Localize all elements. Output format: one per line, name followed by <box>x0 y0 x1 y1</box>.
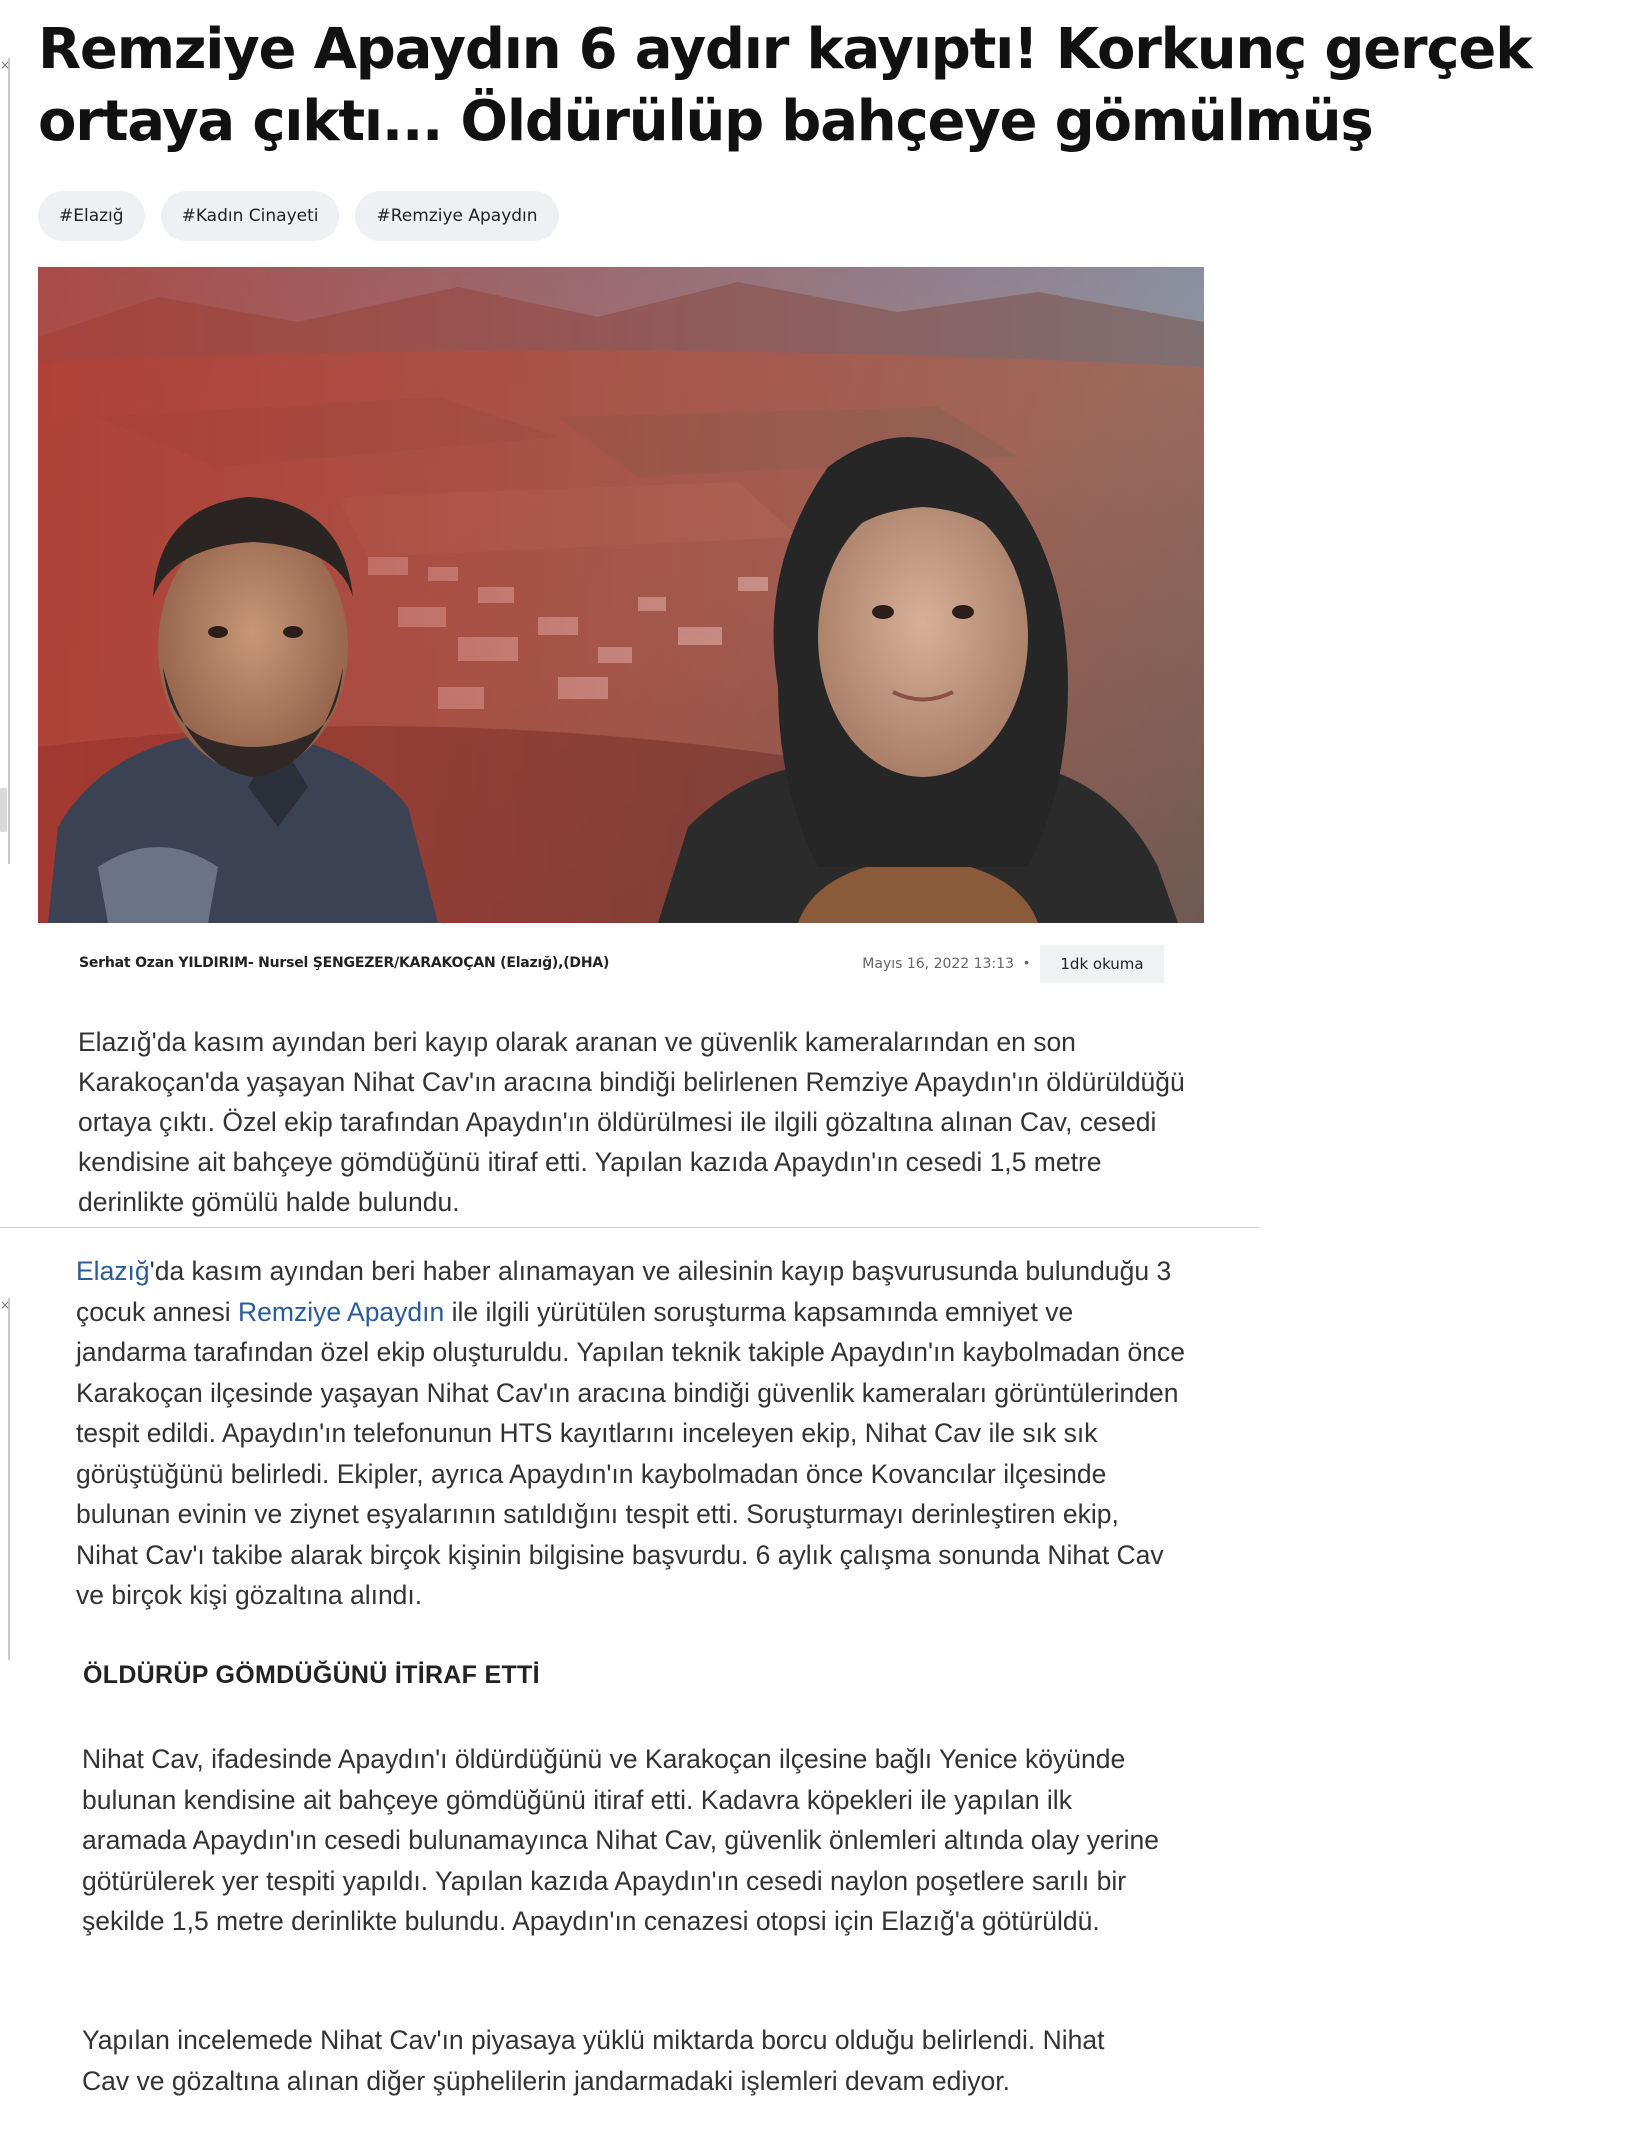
lead-divider <box>0 1227 1260 1228</box>
hero-image <box>38 267 1204 923</box>
tag-kadin-cinayeti[interactable]: #Kadın Cinayeti <box>161 191 340 241</box>
article-meta <box>79 945 1164 983</box>
hero-photo-illustration <box>38 267 1204 923</box>
side-panel-scroll-thumb[interactable] <box>0 788 7 832</box>
side-panel-close-icon-lower[interactable]: × <box>0 1298 11 1312</box>
link-elazig[interactable]: Elazığ <box>76 1256 150 1286</box>
article-paragraph-3: Yapılan incelemede Nihat Cav'ın piyasaya yüklü miktarda borcu olduğu belirlendi. Nihat Cav ve gözaltına alınan diğer şüphelilerin jandarmadaki işlemleri devam ediyor. <box>82 2025 1105 2096</box>
side-panel-edge-lower <box>8 1298 10 1660</box>
paragraph-1-text-b: ile ilgili yürütülen soruşturma kapsamında emniyet ve jandarma tarafından özel ekip oluşturuldu. Yapılan teknik takiple Apaydın'ın kaybolmadan önce Karakoçan ilçesinde yaşayan Nihat Cav'ın aracına bindiği güvenlik kameraları görüntülerinden tespit edildi. Apaydın'ın telefonunun HTS kayıtlarını inceleyen ekip, Nihat Cav ile sık sık görüştüğünü belirledi. Ekipler, ayrıca Apaydın'ın kaybolmadan önce Kovancılar ilçesinde bulunan evinin ve ziynet eşyalarının satıldığını tespit etti. Soruşturmayı derinleştiren ekip, Nihat Cav'ı takibe alarak birçok kişinin bilgisine başvurdu. 6 aylık çalışma sonunda Nihat Cav ve birçok kişi gözaltına alındı. <box>76 1296 1185 1610</box>
meta-separator: • <box>1024 954 1029 970</box>
tag-list <box>38 191 559 241</box>
publish-date: Mayıs 16, 2022 13:13 <box>862 956 1014 972</box>
paragraph-1-text-a: 'da kasım ayından beri haber alınamayan ve ailesinin kayıp başvurusunda bulunduğu 3 çocuk annesi <box>76 1256 1172 1327</box>
side-panel-close-icon[interactable]: × <box>0 58 11 72</box>
tag-remziye-apaydin[interactable]: #Remziye Apaydın <box>355 191 558 241</box>
article-paragraph-2: Nihat Cav, ifadesinde Apaydın'ı öldürdüğünü ve Karakoçan ilçesine bağlı Yenice köyünde bulunan kendisine ait bahçeye gömdüğünü itiraf etti. Kadavra köpekleri ile yapılan ilk aramada Apaydın'ın cesedi bulunamayınca Nihat Cav, güvenlik önlemleri altında olay yerine götürülerek yer tespiti yapıldı. Yapılan kazıda Apaydın'ın cesedi naylon poşetlere sarılı bir şekilde 1,5 metre derinlikte bulundu. Apaydın'ın cenazesi otopsi için Elazığ'a götürüldü. <box>82 1744 1159 1936</box>
link-remziye-apaydin[interactable]: Remziye Apaydın <box>238 1296 445 1327</box>
article-lead: Elazığ'da kasım ayından beri kayıp olarak aranan ve güvenlik kameralarından en son Karakoçan'da yaşayan Nihat Cav'ın aracına bindiği belirlenen Remziye Apaydın'ın öldürüldüğü ortaya çıktı. Özel ekip tarafından Apaydın'ın öldürülmesi ile ilgili gözaltına alınan Cav, cesedi kendisine ait bahçeye gömdüğünü itiraf etti. Yapılan kazıda Apaydın'ın cesedi 1,5 metre derinlikte gömülü halde bulundu. <box>78 1027 1185 1217</box>
tag-elazig[interactable]: #Elazığ <box>38 191 145 241</box>
section-subheading: ÖLDÜRÜP GÖMDÜĞÜNÜ İTİRAF ETTİ <box>83 1661 540 1689</box>
read-time-badge: 1dk okuma <box>1040 945 1164 983</box>
article-title: Remziye Apaydın 6 aydır kayıptı! Korkunç gerçek ortaya çıktı... Öldürülüp bahçeye gömülmüş <box>38 17 1532 154</box>
side-panel-edge <box>8 58 10 864</box>
byline: Serhat Ozan YILDIRIM- Nursel ŞENGEZER/KARAKOÇAN (Elazığ),(DHA) <box>79 955 610 971</box>
article-paragraph-1 <box>76 1251 1186 1616</box>
